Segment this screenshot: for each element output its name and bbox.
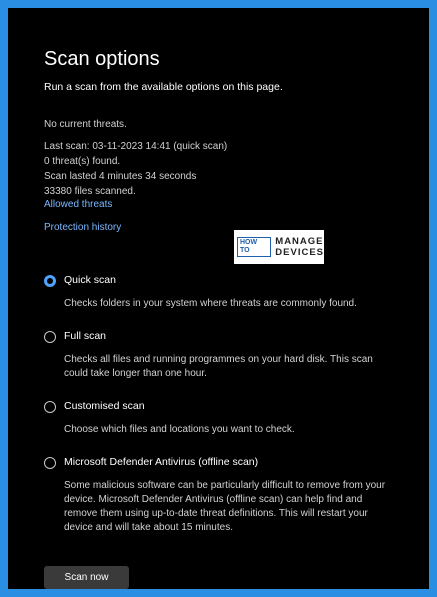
status-threats: No current threats. xyxy=(44,119,127,130)
status-files-scanned: 33380 files scanned. xyxy=(44,186,136,197)
how-to-manage-devices-logo xyxy=(234,230,324,264)
quick-scan-description: Checks folders in your system where threats are commonly found. xyxy=(64,298,357,309)
status-scan-duration: Scan lasted 4 minutes 34 seconds xyxy=(44,171,197,182)
allowed-threats-link[interactable]: Allowed threats xyxy=(44,199,113,210)
customised-scan-label: Customised scan xyxy=(64,400,145,412)
quick-scan-label: Quick scan xyxy=(64,274,116,286)
status-last-scan: Last scan: 03-11-2023 14:41 (quick scan) xyxy=(44,141,228,152)
logo-word-manage: MANAGE xyxy=(275,236,324,247)
logo-word-devices: DEVICES xyxy=(275,247,324,258)
quick-scan-radio[interactable] xyxy=(44,275,56,287)
scan-options-panel xyxy=(8,8,429,589)
page-title: Scan options xyxy=(44,48,160,70)
scan-now-button[interactable]: Scan now xyxy=(44,566,129,589)
logo-how-to: HOW TO xyxy=(237,237,271,257)
offline-scan-description: Some malicious software can be particularly difficult to remove from your device. Microsoft Defender Antivirus (offline scan) can help find and remove them using up-to-date threat definitions. This will restart your device and will take about 15 minutes. xyxy=(64,480,386,533)
full-scan-description: Checks all files and running programmes on your hard disk. This scan could take longer than one hour. xyxy=(64,354,373,379)
offline-scan-radio[interactable] xyxy=(44,457,56,469)
offline-scan-label: Microsoft Defender Antivirus (offline scan) xyxy=(64,456,259,468)
customised-scan-description: Choose which files and locations you want to check. xyxy=(64,424,295,435)
customised-scan-radio[interactable] xyxy=(44,401,56,413)
status-threats-found: 0 threat(s) found. xyxy=(44,156,121,167)
page-subtitle: Run a scan from the available options on this page. xyxy=(44,81,283,93)
scan-status xyxy=(44,117,227,199)
full-scan-label: Full scan xyxy=(64,330,107,342)
full-scan-radio[interactable] xyxy=(44,331,56,343)
protection-history-link[interactable]: Protection history xyxy=(44,222,122,233)
